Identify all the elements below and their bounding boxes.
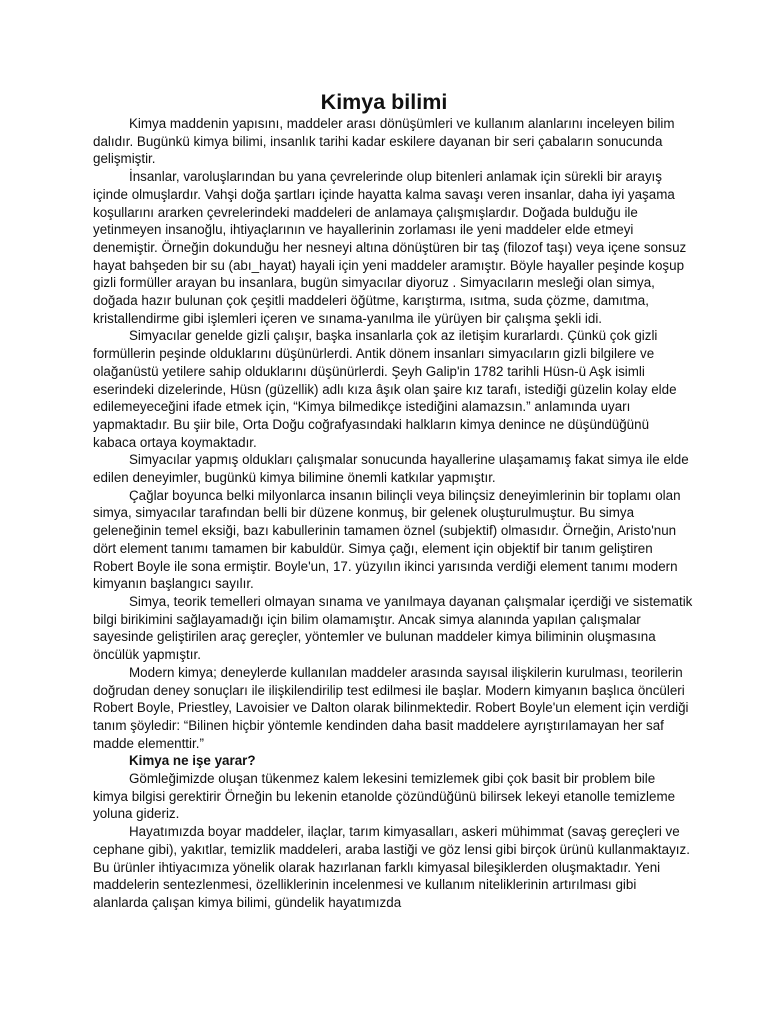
- paragraph-3: Simyacılar genelde gizli çalışır, başka insanlarla çok az iletişim kurarlardı. Çünkü çok gizli formüllerin peşinde olduklarını düşünürlerdi. Antik dönem insanları simyacıların gizli bilgilere ve olağanüstü yetilere sahip olduklarını düşünürlerdi. Şeyh Galip'in 1782 tarihli Hüsn-ü Aşk isimli eserindeki dizelerinde, Hüsn (güzellik) adlı kıza âşık olan şaire kız tarafı, istediği güzelin kolay elde edilemeyeceğini ifade etmek için, “Kimya bilmedikçe istediğini alamazsın.” anlamında uyarı yapmaktadır. Bu şiir bile, Orta Doğu coğrafyasındaki halkların kimya denince ne düşündüğünü kabaca ortaya koymaktadır.: [93, 328, 677, 450]
- paragraph-5: Çağlar boyunca belki milyonlarca insanın bilinçli veya bilinçsiz deneyimlerinin bir toplamı olan simya, simyacılar tarafından belli bir düzene konmuş, bir gelenek oluşturulmuştur. Bu simya geleneğinin temel eksiği, bazı kabullerinin tamamen öznel (subjektif) olmasıdır. Örneğin, Aristo'nun dört element tanımı tamamen bir kabuldür. Simya çağı, element için objektif bir tanım geliştiren Robert Boyle ile sona ermiştir. Boyle'un, 17. yüzyılın ikinci yarısında verdiği element tanımı modern kimyanın başlangıcı sayılır.: [93, 487, 681, 592]
- page-title: Kimya bilimi: [320, 90, 448, 114]
- paragraph-7: Modern kimya; deneylerde kullanılan maddeler arasında sayısal ilişkilerin kurulması, teorilerin doğrudan deney sonuçları ile ilişkilendirilip test edilmesi ile başlar. Modern kimyanın başlıca öncüleri Robert Boyle, Priestley, Lavoisier ve Dalton olarak bilinmektedir. Robert Boyle'un element için verdiği tanım şöyledir: “Bilinen hiçbir yöntemle kendinden daha basit maddelere ayrıştırılamayan her saf madde elementtir.”: [93, 664, 689, 751]
- section-heading: Kimya ne işe yarar?: [129, 753, 256, 769]
- paragraph-8: Gömleğimizde oluşan tükenmez kalem lekesini temizlemek gibi çok basit bir problem bile kimya bilgisi gerektirir Örneğin bu lekenin etanolde çözündüğünü bilirsek lekeyi etanolle temizleme yoluna gideriz.: [93, 771, 676, 822]
- paragraph-4: Simyacılar yapmış oldukları çalışmalar sonucunda hayallerine ulaşamamış fakat simya ile elde edilen deneyimler, bugünkü kimya bilimine önemli katkılar yapmıştır.: [93, 452, 689, 486]
- paragraph-1: Kimya maddenin yapısını, maddeler arası dönüşümleri ve kullanım alanlarını inceleyen bilim dalıdır. Bugünkü kimya bilimi, insanlık tarihi kadar eskilere dayanan bir seri çabaların sonucunda gelişmiştir.: [93, 116, 675, 167]
- paragraph-2: İnsanlar, varoluşlarından bu yana çevrelerinde olup bitenleri anlamak için sürekli bir arayış içinde olmuşlardır. Vahşi doğa şartları içinde hayatta kalma savaşı veren insanlar, daha iyi yaşama koşullarını ararken çevrelerindeki maddeleri de anlamaya çalışmışlardır. Doğada bulduğu ile yetinmeyen insanoğlu, ihtiyaçlarının ve hayallerinin zorlaması ile yeni maddeler elde etmeyi denemiştir. Örneğin dokunduğu her nesneyi altına dönüştüren bir taş (filozof taşı) veya içene sonsuz hayat bahşeden bir su (abı_hayat) hayali için yeni maddeler aramıştır. Böyle hayaller peşinde koşup gizli formüller arayan bu insanlara, bugün simyacılar diyoruz . Simyacıların mesleği olan simya, doğada hazır bulunan çok çeşitli maddeleri öğütme, karıştırma, ısıtma, suda çözme, damıtma, kristallendirme gibi işlemleri içeren ve sınama-yanılma ile yürüyen bir çalışma şekli idi.: [93, 169, 687, 326]
- paragraph-6: Simya, teorik temelleri olmayan sınama ve yanılmaya dayanan çalışmalar içerdiği ve sistematik bilgi birikimini sağlayamadığı için bilim olamamıştır. Ancak simya alanında yapılan çalışmalar sayesinde geliştirilen araç gereçler, yöntemler ve bulunan maddeler kimya biliminin oluşmasına öncülük yapmıştır.: [93, 593, 693, 663]
- document-body: [93, 115, 693, 912]
- paragraph-9: Hayatımızda boyar maddeler, ilaçlar, tarım kimyasalları, askeri mühimmat (savaş gereçleri ve cephane gibi), yakıtlar, temizlik maddeleri, araba lastiği ve göz lensi gibi birçok ürünü kullanmaktayız. Bu ürünler ihtiyacımıza yönelik olarak hazırlanan farklı kimyasal bileşiklerden oluşmaktadır. Yeni maddelerin sentezlenmesi, özelliklerinin incelenmesi ve kullanım niteliklerinin artırılması gibi alanlarda çalışan kimya bilimi, gündelik hayatımızda: [93, 824, 690, 910]
